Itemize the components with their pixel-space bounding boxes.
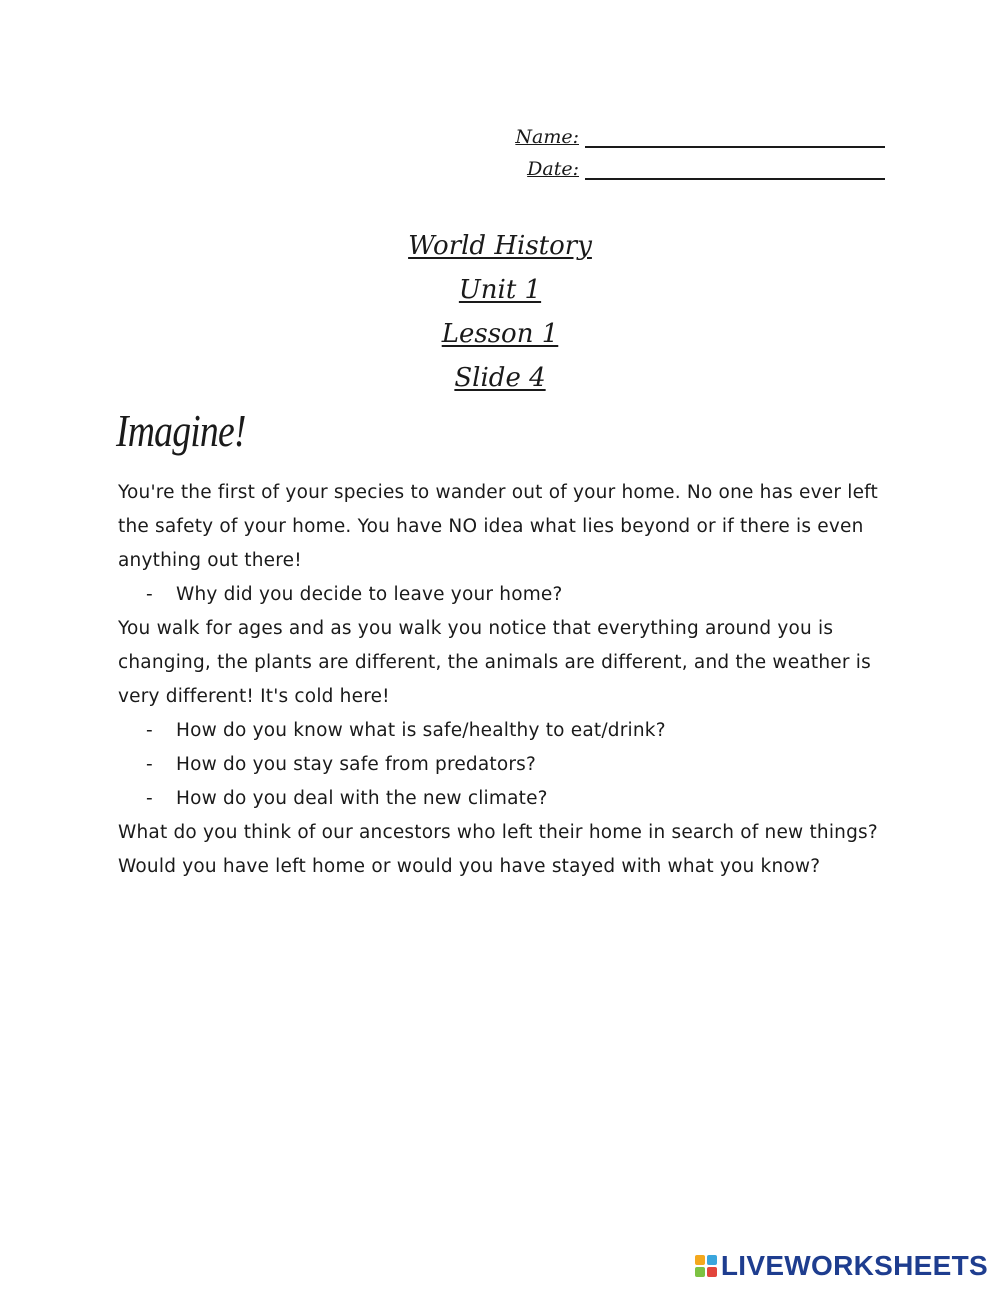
lesson-title: Lesson 1 (441, 319, 559, 349)
logo-blocks-icon (695, 1255, 717, 1277)
paragraph-intro: You're the first of your species to wander out of your home. No one has ever left the safety of your home. You have NO idea what lies beyond or if there is even anything out there! (118, 482, 878, 571)
logo-block (707, 1267, 717, 1277)
worksheet-body (118, 476, 888, 884)
logo-block (695, 1267, 705, 1277)
unit-title: Unit 1 (458, 275, 542, 305)
liveworksheets-logo (695, 1250, 988, 1282)
name-input-line[interactable] (585, 130, 885, 148)
name-label: Name: (515, 126, 579, 148)
paragraph-reflection: What do you think of our ancestors who left their home in search of new things? Would you have left home or would you have stayed with what you know? (118, 822, 878, 877)
logo-block (695, 1255, 705, 1265)
logo-block (707, 1255, 717, 1265)
question-item: - Why did you decide to leave your home? (118, 578, 888, 612)
worksheet-title (0, 224, 1000, 400)
question-item: - How do you know what is safe/healthy to eat/drink? (118, 714, 888, 748)
question-item: - How do you stay safe from predators? (118, 748, 888, 782)
logo-text: LIVEWORKSHEETS (720, 1250, 988, 1281)
date-label: Date: (527, 158, 579, 180)
paragraph-journey: You walk for ages and as you walk you notice that everything around you is changing, the plants are different, the animals are different, and the weather is very different! It's cold here! (118, 618, 871, 707)
imagine-heading: Imagine! (116, 405, 246, 456)
question-list-1 (118, 578, 888, 612)
student-info-fields (505, 116, 885, 180)
question-item: - How do you deal with the new climate? (118, 782, 888, 816)
date-input-line[interactable] (585, 162, 885, 180)
question-list-2 (118, 714, 888, 816)
name-field-row (505, 116, 885, 148)
course-title: World History (408, 231, 592, 261)
date-field-row (505, 148, 885, 180)
slide-title: Slide 4 (454, 363, 546, 393)
